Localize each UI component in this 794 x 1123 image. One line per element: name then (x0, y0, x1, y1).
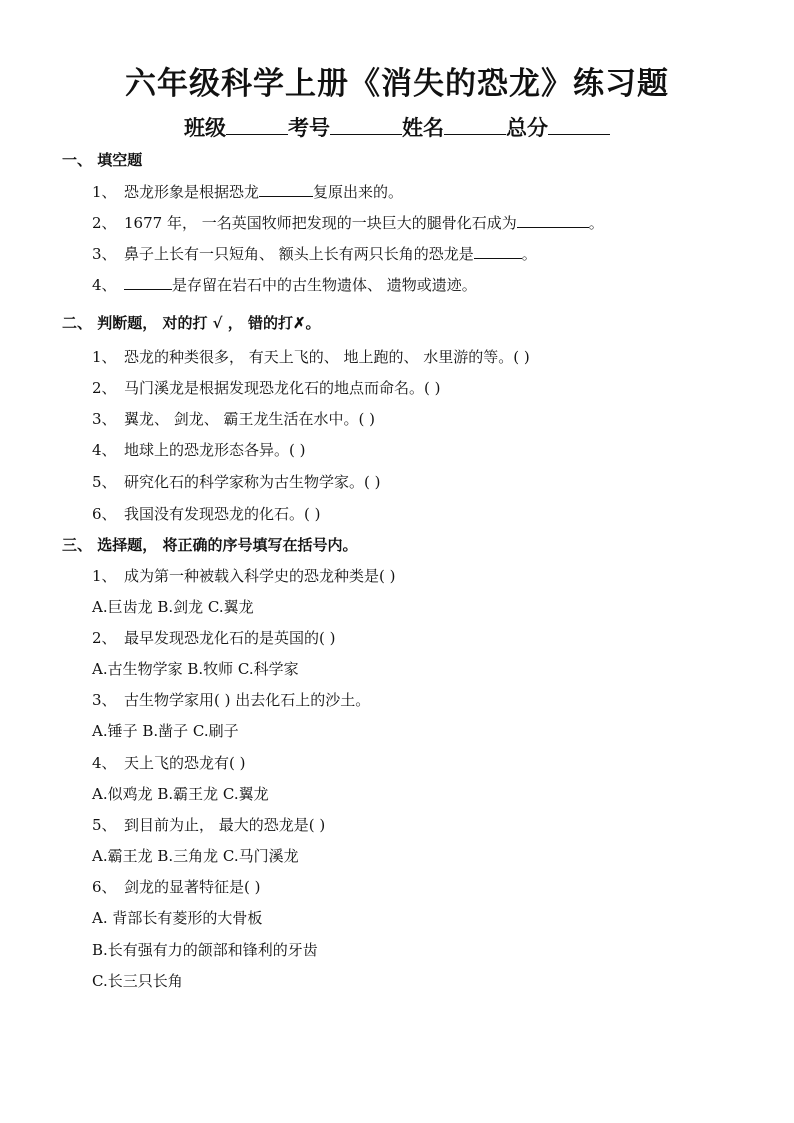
score-blank[interactable] (548, 116, 610, 135)
question-text: 。 (588, 214, 604, 232)
exam-no-label: 考号 (288, 115, 330, 140)
section-heading-true-false: 二、 判断题， 对的打 √ ， 错的打✗。 (62, 314, 321, 332)
choice-options-1: A.巨齿龙 B.剑龙 C.翼龙 (92, 598, 254, 616)
class-label: 班级 (184, 115, 226, 140)
choice-option-6c: C.长三只长角 (92, 972, 183, 990)
section-heading-multiple-choice: 三、 选择题， 将正确的序号填写在括号内。 (62, 536, 358, 554)
question-text: 天上飞的恐龙有( ) (124, 754, 246, 772)
choice-question-6 (92, 877, 260, 897)
question-text: 翼龙、 剑龙、 霸王龙生活在水中。( ) (124, 410, 376, 428)
choice-options-4: A.似鸡龙 B.霸王龙 C.翼龙 (92, 785, 269, 803)
question-text: 复原出来的。 (313, 183, 404, 201)
fill-question-1 (92, 182, 403, 202)
name-blank[interactable] (444, 116, 506, 135)
question-number: 2、 (92, 629, 117, 647)
question-text: 成为第一种被载入科学史的恐龙种类是( ) (124, 567, 396, 585)
question-text: 剑龙的显著特征是( ) (124, 878, 261, 896)
choice-options-3: A.锤子 B.凿子 C.刷子 (92, 722, 239, 740)
choice-question-3 (92, 690, 370, 710)
question-text: 鼻子上长有一只短角、 额头上长有两只长角的恐龙是 (124, 245, 474, 263)
question-number: 3、 (92, 410, 117, 428)
question-number: 3、 (92, 691, 117, 709)
page-title: 六年级科学上册《消失的恐龙》练习题 (125, 66, 669, 102)
choice-option-6a: A. 背部长有菱形的大骨板 (92, 909, 263, 927)
question-text: 到目前为止， 最大的恐龙是( ) (124, 816, 326, 834)
question-number: 6、 (92, 505, 117, 523)
judge-question-4 (92, 440, 305, 460)
choice-question-2 (92, 628, 335, 648)
section-heading-fill-in: 一、 填空题 (62, 151, 143, 169)
question-text: 最早发现恐龙化石的是英国的( ) (124, 629, 336, 647)
question-number: 1、 (92, 183, 117, 201)
choice-options-5: A.霸王龙 B.三角龙 C.马门溪龙 (92, 847, 299, 865)
question-number: 1、 (92, 348, 117, 366)
judge-question-5 (92, 472, 380, 492)
fill-question-2 (92, 213, 604, 233)
question-text: 是存留在岩石中的古生物遗体、 遗物或遗迹。 (172, 276, 477, 294)
choice-options-2: A.古生物学家 B.牧师 C.科学家 (92, 660, 299, 678)
judge-question-2 (92, 378, 440, 398)
question-number: 4、 (92, 754, 117, 772)
question-text: 研究化石的科学家称为古生物学家。( ) (124, 473, 381, 491)
choice-question-5 (92, 815, 325, 835)
score-label: 总分 (506, 115, 548, 140)
question-number: 4、 (92, 441, 117, 459)
answer-blank[interactable] (124, 275, 172, 290)
question-text: 恐龙形象是根据恐龙 (124, 183, 260, 201)
choice-question-1 (92, 566, 395, 586)
question-text: 古生物学家用( ) 出去化石上的沙土。 (124, 691, 371, 709)
judge-question-6 (92, 504, 320, 524)
judge-question-1 (92, 347, 530, 367)
question-text: 1677 年， 一名英国牧师把发现的一块巨大的腿骨化石成为 (124, 214, 517, 232)
question-number: 1、 (92, 567, 117, 585)
name-label: 姓名 (402, 115, 444, 140)
question-number: 2、 (92, 214, 117, 232)
fill-question-4 (92, 275, 477, 295)
choice-question-4 (92, 753, 245, 773)
judge-question-3 (92, 409, 375, 429)
fill-question-3 (92, 244, 537, 264)
question-number: 2、 (92, 379, 117, 397)
answer-blank[interactable] (474, 244, 522, 259)
choice-option-6b: B.长有强有力的颌部和锋利的牙齿 (92, 941, 318, 959)
question-number: 4、 (92, 276, 117, 294)
answer-blank[interactable] (259, 182, 313, 197)
question-text: 。 (521, 245, 537, 263)
question-text: 我国没有发现恐龙的化石。( ) (124, 505, 321, 523)
question-text: 地球上的恐龙形态各异。( ) (124, 441, 306, 459)
question-number: 5、 (92, 816, 117, 834)
answer-blank[interactable] (517, 213, 589, 228)
student-info-row (0, 112, 794, 142)
question-number: 6、 (92, 878, 117, 896)
question-text: 恐龙的种类很多， 有天上飞的、 地上跑的、 水里游的等。( ) (124, 348, 530, 366)
question-text: 马门溪龙是根据发现恐龙化石的地点而命名。( ) (124, 379, 441, 397)
question-number: 5、 (92, 473, 117, 491)
exam-no-blank[interactable] (330, 116, 402, 135)
class-blank[interactable] (226, 116, 288, 135)
question-number: 3、 (92, 245, 117, 263)
